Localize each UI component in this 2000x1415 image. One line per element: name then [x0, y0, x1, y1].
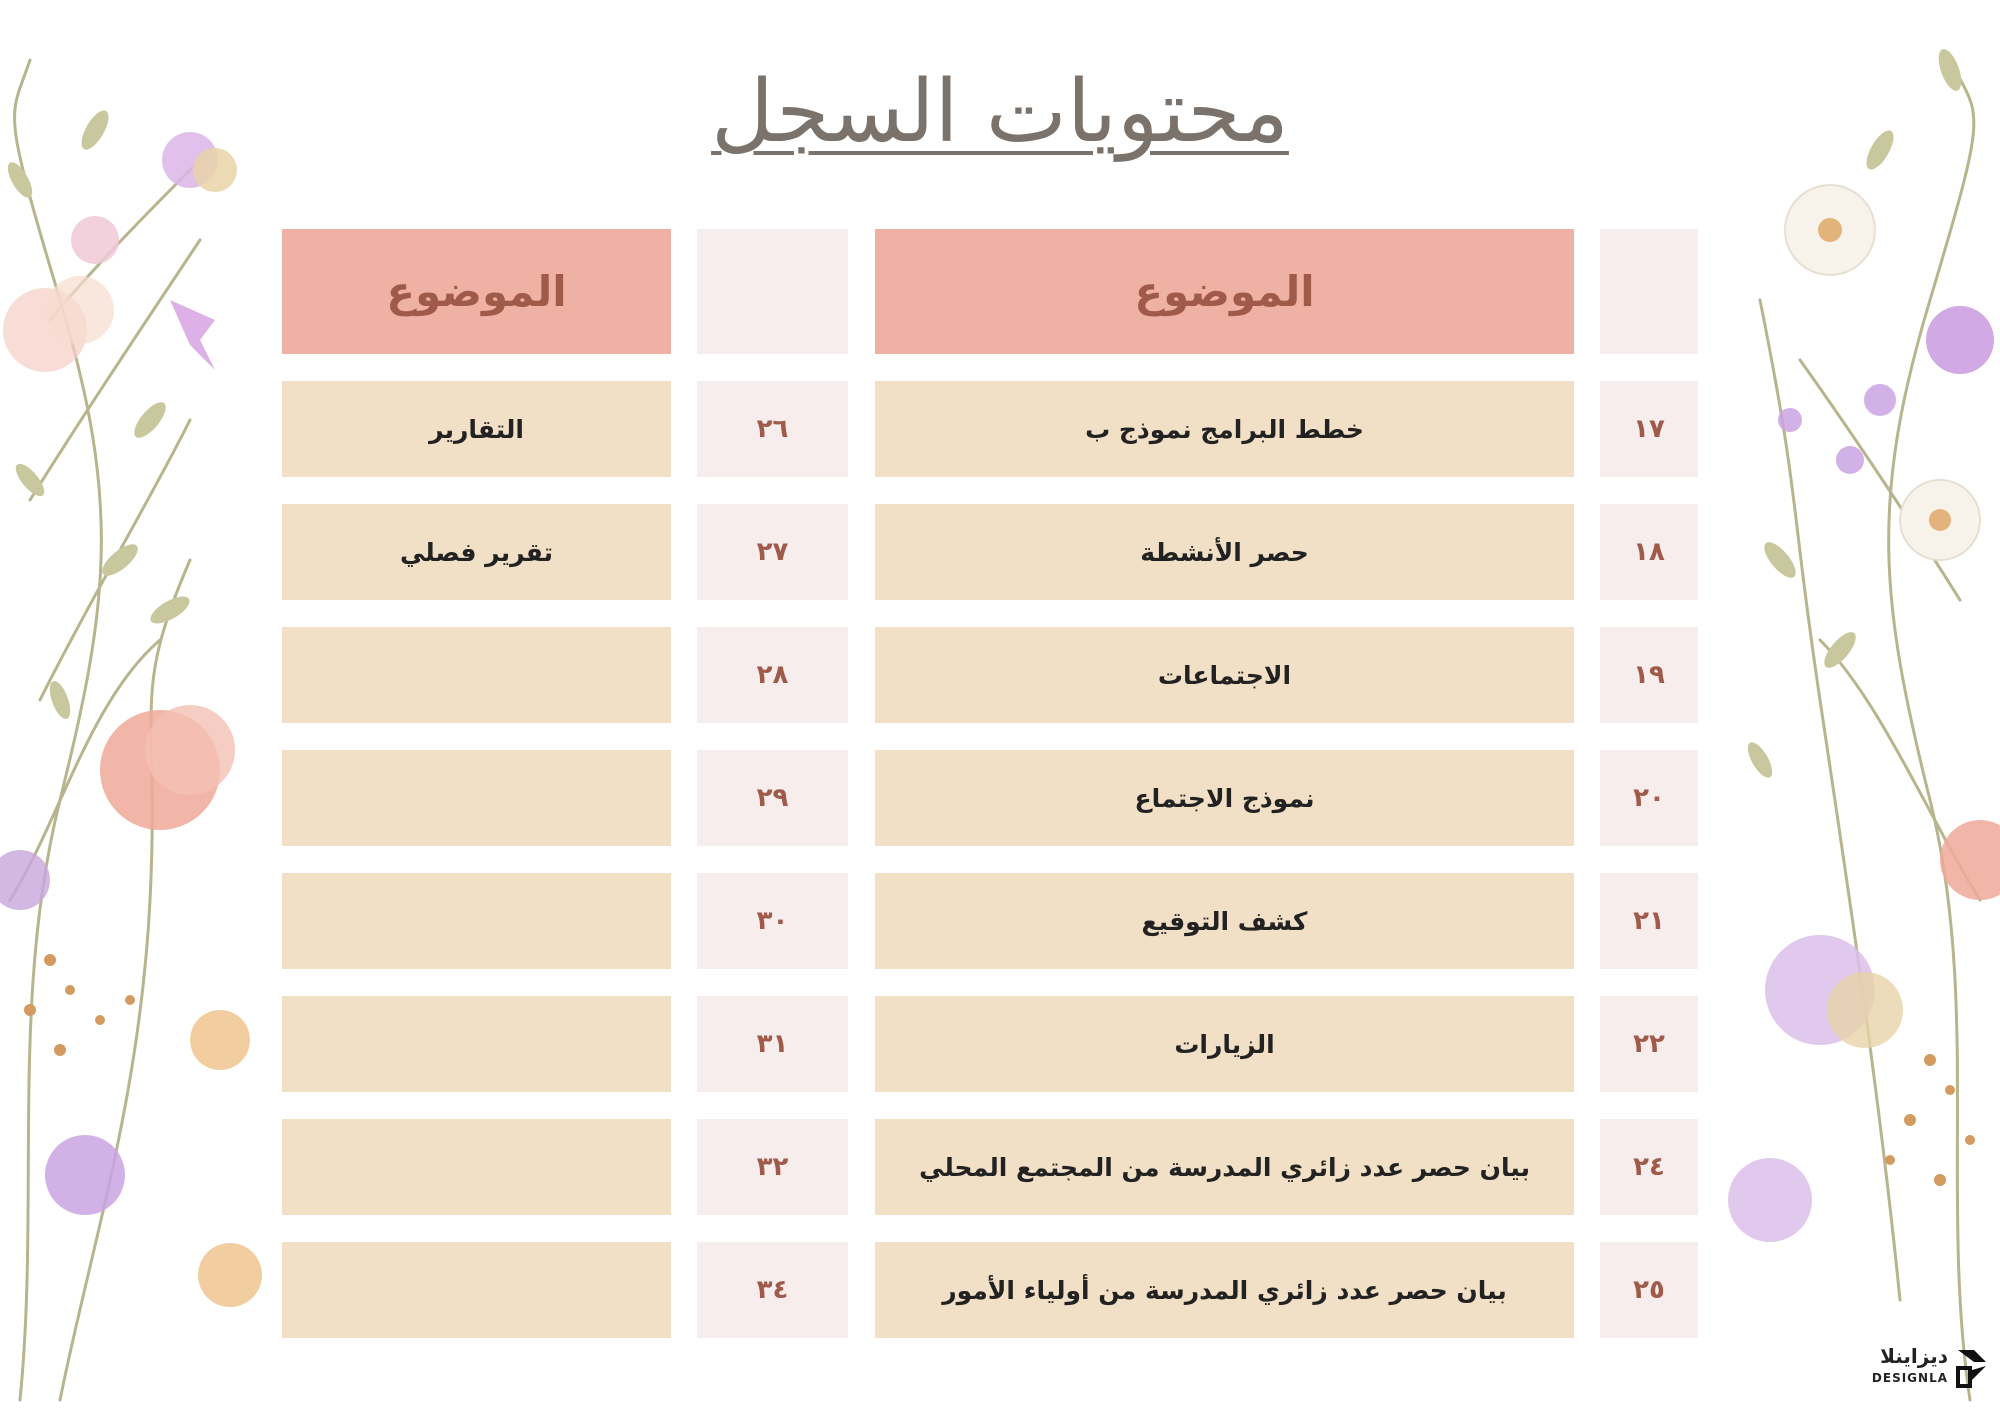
floral-decoration-left	[0, 0, 300, 1415]
brand-mark-icon	[1954, 1346, 1990, 1390]
right-row-1-topic: خطط البرامج نموذج ب	[875, 381, 1574, 477]
logo-arabic-text: ديزاينلا	[1880, 1344, 1948, 1368]
left-row-3-number: ٢٨	[697, 627, 848, 723]
right-row-8-topic: بيان حصر عدد زائري المدرسة من أولياء الأمور	[875, 1242, 1574, 1338]
right-number-header	[1600, 229, 1698, 354]
right-row-2-number: ١٨	[1600, 504, 1698, 600]
left-row-5-number: ٣٠	[697, 873, 848, 969]
left-topic-header: الموضوع	[282, 229, 671, 354]
left-row-5-topic	[282, 873, 671, 969]
left-row-8-number: ٣٤	[697, 1242, 848, 1338]
right-row-7-topic: بيان حصر عدد زائري المدرسة من المجتمع المحلي	[875, 1119, 1574, 1215]
page-title: محتويات السجل	[711, 62, 1289, 162]
right-row-8-number: ٢٥	[1600, 1242, 1698, 1338]
right-row-5-topic: كشف التوقيع	[875, 873, 1574, 969]
brand-logo	[1871, 1344, 1990, 1394]
left-row-7-topic	[282, 1119, 671, 1215]
left-row-7-number: ٣٢	[697, 1119, 848, 1215]
left-row-4-number: ٢٩	[697, 750, 848, 846]
left-row-2-number: ٢٧	[697, 504, 848, 600]
right-row-4-topic: نموذج الاجتماع	[875, 750, 1574, 846]
right-row-6-number: ٢٢	[1600, 996, 1698, 1092]
left-row-2-topic: تقرير فصلي	[282, 504, 671, 600]
left-row-1-number: ٢٦	[697, 381, 848, 477]
logo-latin-text: DESIGNLA	[1871, 1371, 1948, 1385]
right-row-7-number: ٢٤	[1600, 1119, 1698, 1215]
left-row-6-topic	[282, 996, 671, 1092]
left-row-3-topic	[282, 627, 671, 723]
left-row-6-number: ٣١	[697, 996, 848, 1092]
right-row-3-number: ١٩	[1600, 627, 1698, 723]
floral-decoration-right	[1700, 0, 2000, 1415]
left-row-1-topic: التقارير	[282, 381, 671, 477]
left-number-header	[697, 229, 848, 354]
right-topic-header: الموضوع	[875, 229, 1574, 354]
right-row-4-number: ٢٠	[1600, 750, 1698, 846]
left-row-8-topic	[282, 1242, 671, 1338]
right-row-2-topic: حصر الأنشطة	[875, 504, 1574, 600]
right-row-3-topic: الاجتماعات	[875, 627, 1574, 723]
right-row-1-number: ١٧	[1600, 381, 1698, 477]
right-row-5-number: ٢١	[1600, 873, 1698, 969]
right-row-6-topic: الزيارات	[875, 996, 1574, 1092]
left-row-4-topic	[282, 750, 671, 846]
